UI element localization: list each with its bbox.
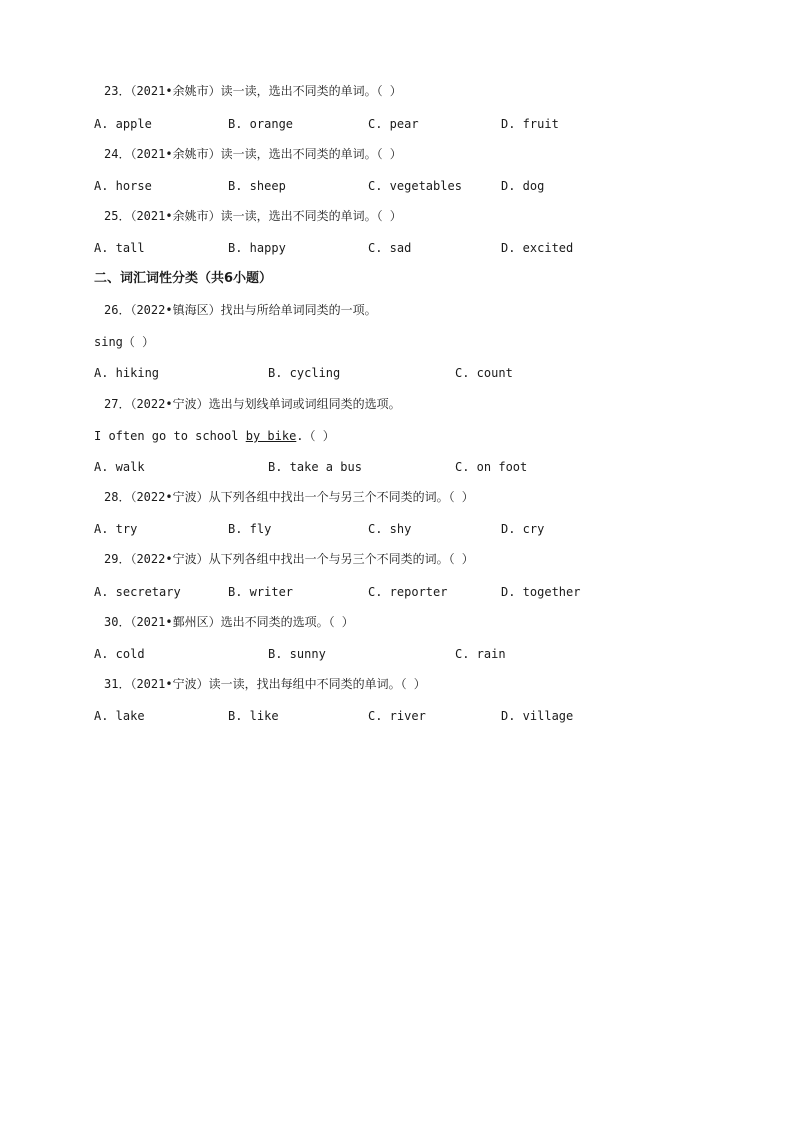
question-31-options <box>0 706 794 726</box>
option-b: B. like <box>228 709 279 723</box>
option-d: D. dog <box>501 179 545 193</box>
section-heading: 二、词汇词性分类（共6小题） <box>94 271 273 286</box>
option-c: C. on foot <box>455 460 528 474</box>
sentence-after: .（ ） <box>296 429 335 443</box>
question-stem: 28．（2022•宁波）从下列各组中找出一个与另三个不同类的词。（ ） <box>104 490 474 504</box>
underlined-phrase: by bike <box>245 429 297 443</box>
question-26 <box>0 300 794 320</box>
question-24 <box>0 144 794 164</box>
option-c: C. shy <box>368 522 412 536</box>
option-b: B. writer <box>228 585 294 599</box>
question-stem: 24．（2021•余姚市）读一读，选出不同类的单词。（ ） <box>104 147 402 161</box>
question-28 <box>0 487 794 507</box>
question-29 <box>0 549 794 569</box>
question-stem: 29．（2022•宁波）从下列各组中找出一个与另三个不同类的词。（ ） <box>104 552 474 566</box>
question-30 <box>0 612 794 632</box>
option-b: B. take a bus <box>268 460 362 474</box>
option-c: C. river <box>368 709 426 723</box>
option-d: D. cry <box>501 522 545 536</box>
question-24-options <box>0 176 794 196</box>
option-c: C. sad <box>368 241 412 255</box>
question-stem: 26．（2022•镇海区）找出与所给单词同类的一项。 <box>104 303 377 317</box>
question-23-options <box>0 114 794 134</box>
option-d: D. excited <box>501 241 574 255</box>
option-a: A. horse <box>94 179 152 193</box>
question-stem: 23．（2021•余姚市）读一读，选出不同类的单词。（ ） <box>104 84 402 98</box>
option-d: D. fruit <box>501 117 559 131</box>
option-b: B. cycling <box>268 366 341 380</box>
option-b: B. orange <box>228 117 294 131</box>
sentence-before: I often go to school <box>94 429 246 443</box>
option-c: C. reporter <box>368 585 448 599</box>
section-heading-row <box>0 269 794 289</box>
question-28-options <box>0 519 794 539</box>
question-25-options <box>0 238 794 258</box>
question-stem: 31．（2021•宁波）读一读，找出每组中不同类的单词。（ ） <box>104 677 426 691</box>
option-a: A. lake <box>94 709 145 723</box>
given-word: sing（ ） <box>94 335 155 349</box>
option-a: A. hiking <box>94 366 160 380</box>
option-a: A. apple <box>94 117 152 131</box>
sentence <box>94 426 335 446</box>
option-b: B. happy <box>228 241 286 255</box>
question-26-options <box>0 363 794 383</box>
question-stem: 25．（2021•余姚市）读一读，选出不同类的单词。（ ） <box>104 209 402 223</box>
question-30-options <box>0 644 794 664</box>
option-b: B. sunny <box>268 647 326 661</box>
question-29-options <box>0 582 794 602</box>
question-25 <box>0 206 794 226</box>
question-27-options <box>0 457 794 477</box>
question-23 <box>0 81 794 101</box>
question-stem: 30．（2021•鄞州区）选出不同类的选项。（ ） <box>104 615 354 629</box>
option-a: A. tall <box>94 241 145 255</box>
option-d: D. village <box>501 709 574 723</box>
option-c: C. vegetables <box>368 179 462 193</box>
option-a: A. secretary <box>94 585 181 599</box>
option-c: C. pear <box>368 117 419 131</box>
option-a: A. cold <box>94 647 145 661</box>
question-27 <box>0 394 794 414</box>
option-b: B. fly <box>228 522 272 536</box>
option-d: D. together <box>501 585 581 599</box>
option-b: B. sheep <box>228 179 286 193</box>
question-31 <box>0 674 794 694</box>
option-c: C. rain <box>455 647 506 661</box>
option-c: C. count <box>455 366 513 380</box>
option-a: A. walk <box>94 460 145 474</box>
question-27-sentence <box>0 426 794 446</box>
question-26-prompt <box>0 332 794 352</box>
option-a: A. try <box>94 522 138 536</box>
question-stem: 27．（2022•宁波）选出与划线单词或词组同类的选项。 <box>104 397 401 411</box>
